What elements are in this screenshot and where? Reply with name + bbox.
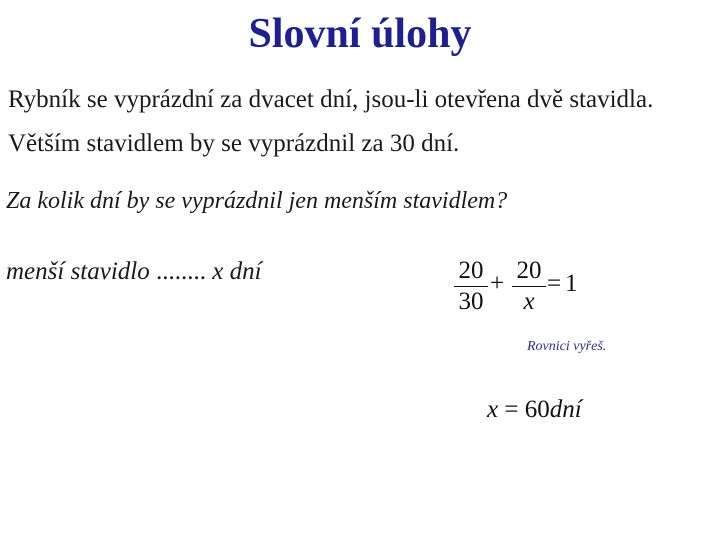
- fraction-numerator: 20: [516, 257, 542, 284]
- fraction-larger-gate: [454, 257, 488, 316]
- result-variable: x: [487, 396, 499, 423]
- problem-line-2: Větším stavidlem by se vyprázdnil za 30 dní.: [8, 130, 460, 157]
- fraction-denominator: 30: [458, 288, 484, 315]
- equation-rhs: 1: [565, 270, 578, 297]
- fraction-denominator: x: [523, 288, 535, 315]
- result-value: 60: [524, 396, 550, 423]
- result-equals: =: [504, 396, 519, 423]
- slide-title: Slovní úlohy: [248, 11, 472, 57]
- solve-hint: Rovnici vyřeš.: [527, 339, 607, 354]
- result-unit: dní: [549, 396, 582, 423]
- fraction-bar: [512, 286, 546, 287]
- problem-line-1: Rybník se vyprázdní za dvacet dní, jsou-li otevřena dvě stavidla.: [8, 86, 654, 113]
- smaller-gate-value: x dní: [212, 258, 262, 285]
- fraction-bar: [454, 286, 488, 287]
- equals-sign: =: [547, 270, 562, 297]
- smaller-gate-dots: ........: [156, 258, 206, 285]
- smaller-gate-label: menší stavidlo: [6, 258, 150, 285]
- result-equation: [487, 396, 582, 424]
- fraction-smaller-gate: [512, 257, 546, 316]
- fraction-numerator: 20: [458, 257, 484, 284]
- plus-sign: +: [490, 270, 505, 297]
- question-text: Za kolik dní by se vyprázdnil jen menším stavidlem?: [6, 188, 508, 214]
- smaller-gate-definition: [6, 258, 262, 286]
